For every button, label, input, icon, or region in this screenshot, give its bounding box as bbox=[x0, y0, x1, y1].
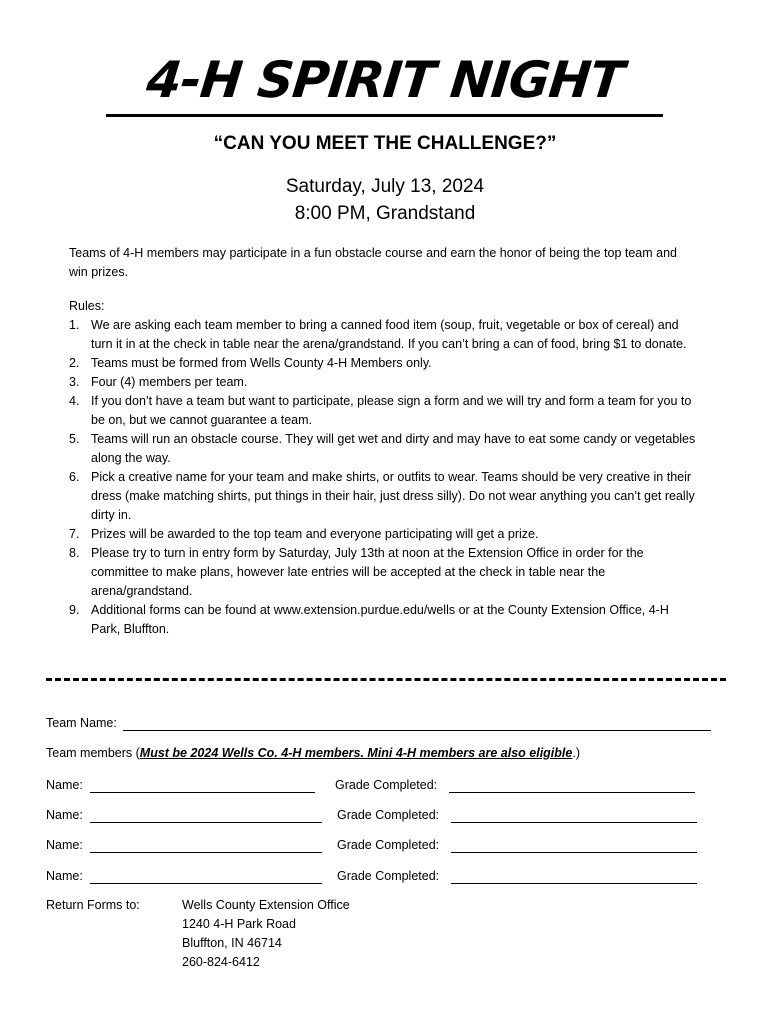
member-name-label: Name: bbox=[46, 808, 83, 822]
team-members-prefix: Team members ( bbox=[46, 746, 140, 760]
grade-completed-label: Grade Completed: bbox=[337, 808, 440, 822]
member-name-field[interactable] bbox=[90, 792, 315, 793]
team-name-field[interactable] bbox=[123, 730, 711, 731]
rules-list bbox=[69, 316, 699, 639]
list-item-text: Prizes will be awarded to the top team and everyone participating will get a prize. bbox=[91, 527, 539, 541]
list-item bbox=[69, 601, 699, 639]
member-name-label: Name: bbox=[46, 869, 83, 883]
list-item bbox=[69, 525, 699, 544]
list-item-number: 2. bbox=[69, 356, 80, 370]
list-item-number: 7. bbox=[69, 527, 80, 541]
list-item-number: 6. bbox=[69, 470, 80, 484]
grade-completed-field[interactable] bbox=[449, 792, 695, 793]
team-members-note bbox=[46, 744, 580, 762]
return-forms-label: Return Forms to: bbox=[46, 898, 140, 912]
team-name-label: Team Name: bbox=[46, 716, 117, 730]
member-name-field[interactable] bbox=[90, 852, 322, 853]
list-item-number: 3. bbox=[69, 375, 80, 389]
return-address bbox=[182, 896, 350, 972]
member-name-label: Name: bbox=[46, 838, 83, 852]
city-state-zip: Bluffton, IN 46714 bbox=[182, 936, 282, 950]
office-name: Wells County Extension Office bbox=[182, 898, 350, 912]
list-item-text: Teams must be formed from Wells County 4-H Members only. bbox=[91, 356, 432, 370]
rules-heading: Rules: bbox=[69, 299, 105, 313]
list-item bbox=[69, 373, 699, 392]
subtitle: “CAN YOU MEET THE CHALLENGE?” bbox=[213, 133, 557, 154]
intro-paragraph: Teams of 4-H members may participate in a fun obstacle course and earn the honor of being the top team and win prizes. bbox=[69, 246, 677, 279]
list-item-text: We are asking each team member to bring a canned food item (soup, fruit, vegetable or box of cereal) and turn it in at the check in table near the arena/grandstand. If you can’t bring a can of food, bring $1 to donate. bbox=[91, 318, 687, 351]
grade-completed-label: Grade Completed: bbox=[337, 869, 440, 883]
list-item-text: Please try to turn in entry form by Saturday, July 13th at noon at the Extension Office in order for the committee to make plans, however late entries will be accepted at the check in table near the arena/grandstand. bbox=[91, 546, 644, 598]
list-item bbox=[69, 430, 699, 468]
list-item-text: Teams will run an obstacle course. They will get wet and dirty and may have to eat some candy or vegetables along the way. bbox=[91, 432, 696, 465]
grade-completed-field[interactable] bbox=[451, 883, 697, 884]
member-name-label: Name: bbox=[46, 778, 83, 792]
event-date: Saturday, July 13, 2024 bbox=[285, 176, 485, 197]
list-item-number: 4. bbox=[69, 394, 80, 408]
list-item bbox=[69, 544, 699, 601]
member-name-field[interactable] bbox=[90, 822, 322, 823]
grade-completed-field[interactable] bbox=[451, 822, 697, 823]
list-item bbox=[69, 316, 699, 354]
list-item-number: 9. bbox=[69, 603, 80, 617]
street-address: 1240 4-H Park Road bbox=[182, 917, 296, 931]
list-item-text: Pick a creative name for your team and make shirts, or outfits to wear. Teams should be very creative in their dress (make matching shirts, put things in their hair, just dress silly). Do not wear anything you can’t get really dirty in. bbox=[91, 470, 695, 522]
list-item-number: 5. bbox=[69, 432, 80, 446]
list-item-text: If you don’t have a team but want to participate, please sign a form and we will try and form a team for you to be on, but we cannot guarantee a team. bbox=[91, 394, 692, 427]
list-item-text: Additional forms can be found at www.extension.purdue.edu/wells or at the County Extension Office, 4-H Park, Bluffton. bbox=[91, 603, 669, 636]
list-item-number: 1. bbox=[69, 318, 80, 332]
title-underline bbox=[106, 114, 663, 117]
event-time-location: 8:00 PM, Grandstand bbox=[294, 203, 476, 224]
list-item bbox=[69, 468, 699, 525]
member-name-field[interactable] bbox=[90, 883, 322, 884]
list-item-number: 8. bbox=[69, 546, 80, 560]
team-members-suffix: .) bbox=[572, 746, 580, 760]
cut-line-divider bbox=[46, 678, 726, 681]
list-item bbox=[69, 392, 699, 430]
page-title: 4-H SPIRIT NIGHT bbox=[143, 51, 627, 109]
eligibility-note: Must be 2024 Wells Co. 4-H members. Mini 4-H members are also eligible bbox=[139, 746, 573, 760]
list-item-text: Four (4) members per team. bbox=[91, 375, 248, 389]
phone-number: 260-824-6412 bbox=[182, 955, 260, 969]
grade-completed-field[interactable] bbox=[451, 852, 697, 853]
grade-completed-label: Grade Completed: bbox=[335, 778, 438, 792]
list-item bbox=[69, 354, 699, 373]
grade-completed-label: Grade Completed: bbox=[337, 838, 440, 852]
